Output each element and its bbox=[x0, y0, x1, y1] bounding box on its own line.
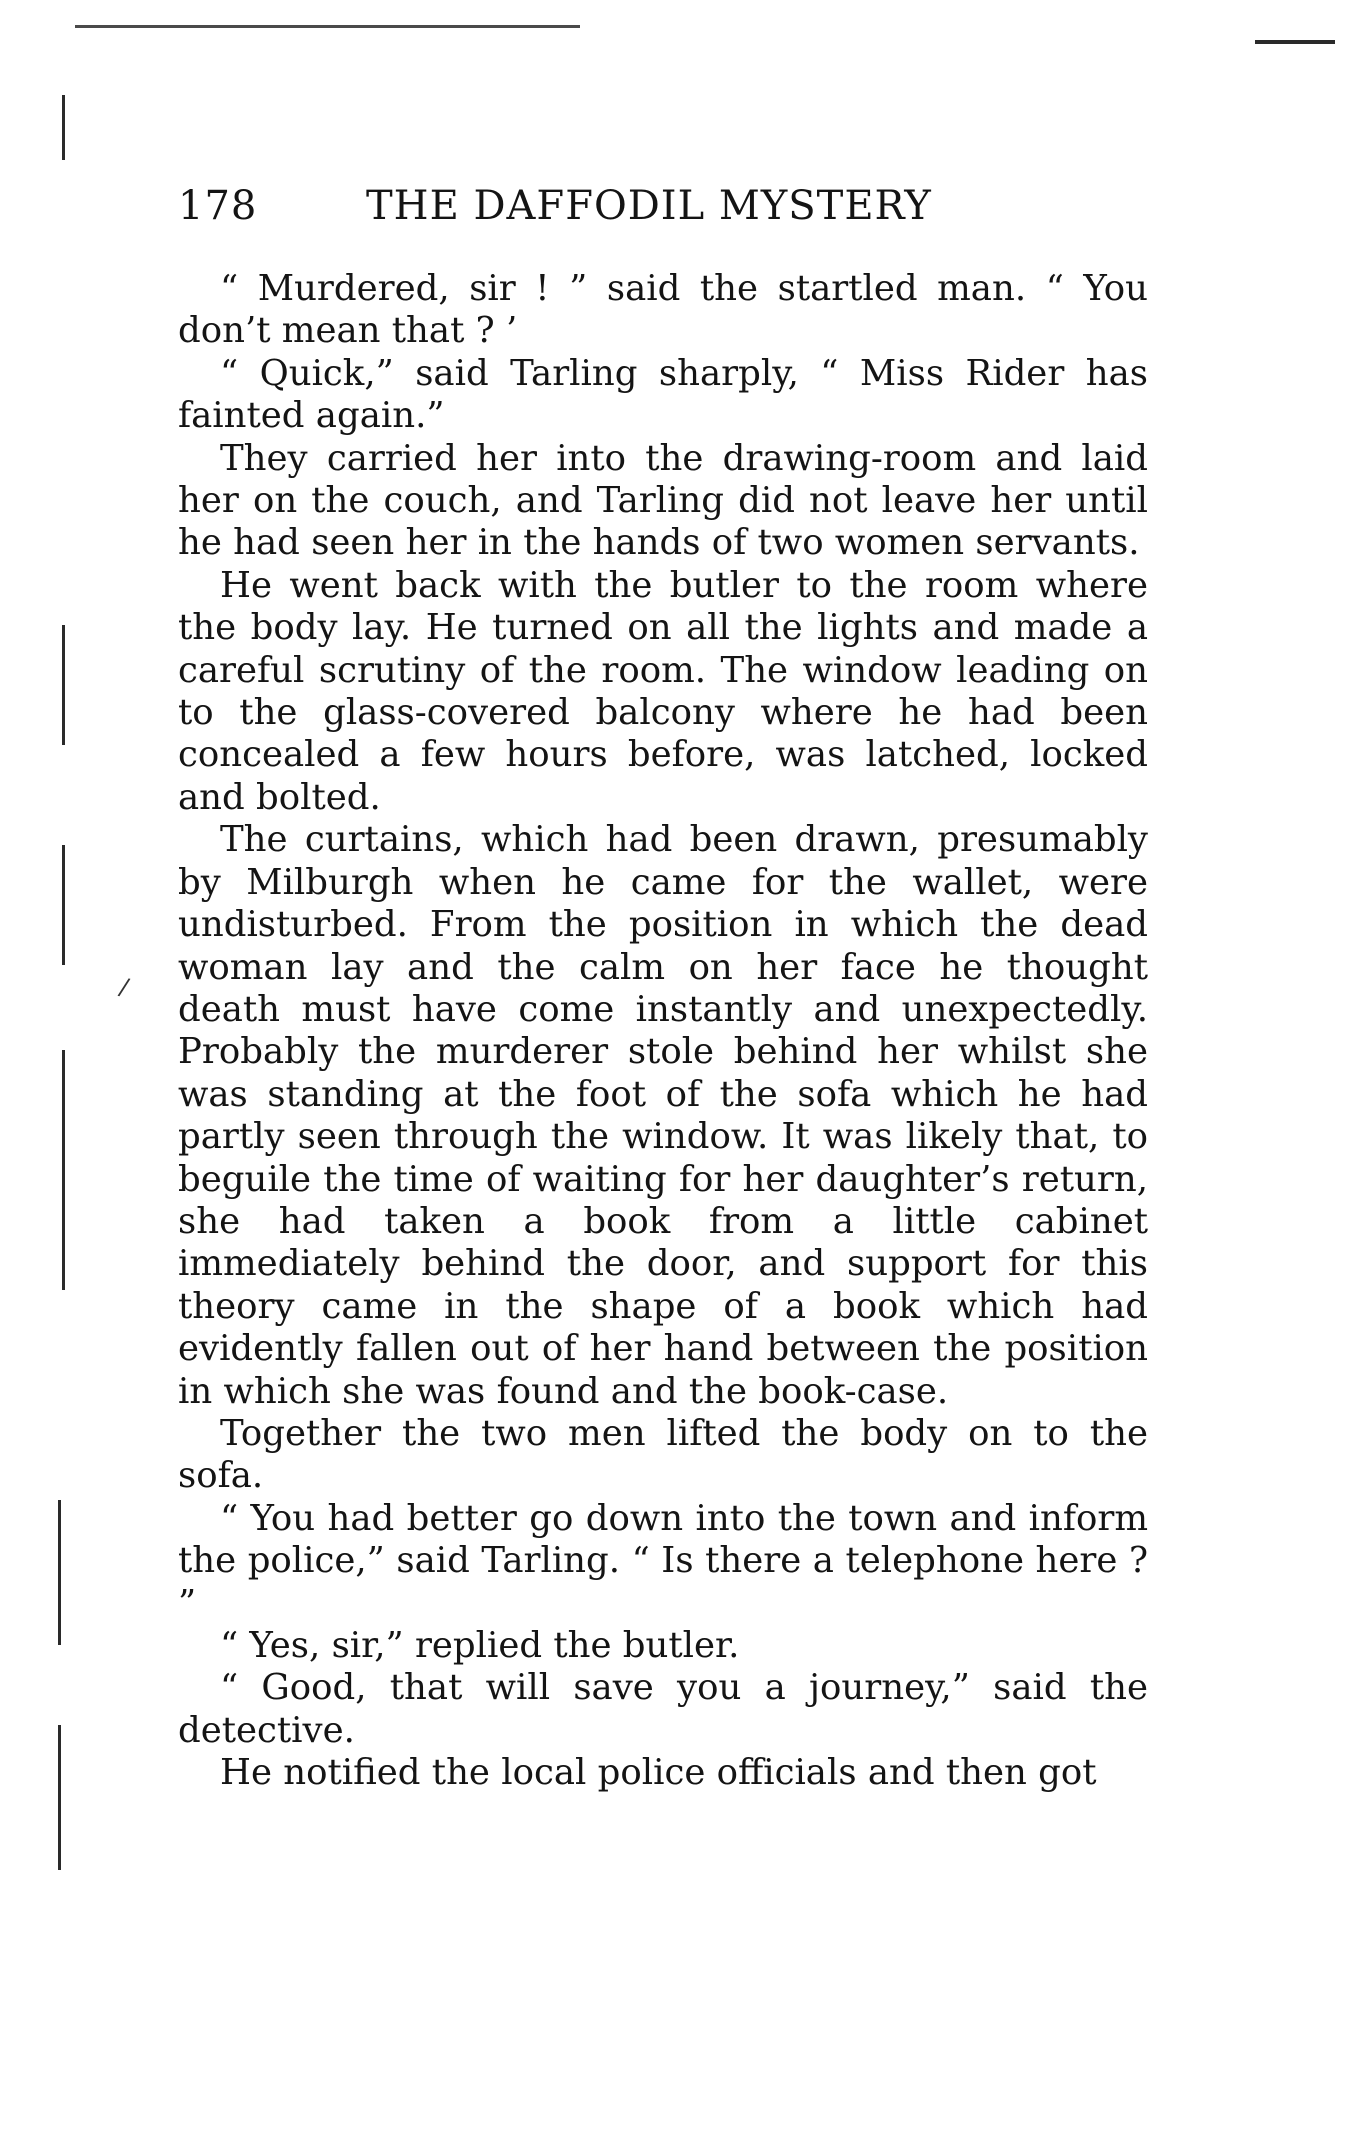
paragraph: He went back with the butler to the room where the body lay. He turned on all the lights and made a careful scrutiny of the room. The window leading on to the glass-covered balcony where he had been concealed a few hours before, was latched, locked and bolted. bbox=[178, 564, 1148, 818]
margin-mark bbox=[62, 845, 65, 965]
paragraph: “ Good, that will save you a journey,” said the detective. bbox=[178, 1667, 1148, 1751]
page-header bbox=[178, 183, 1148, 243]
margin-mark bbox=[62, 95, 65, 160]
paragraph: “ Yes, sir,” replied the butler. bbox=[220, 1625, 740, 1666]
pencil-tick-mark: / bbox=[116, 972, 132, 1002]
paragraph: The curtains, which had been drawn, presumably by Milburgh when he came for the wallet, were undisturbed. From the position in which the dead woman lay and the calm on her face he thought death must have come instantly and unexpectedly. Probably the murderer stole behind her whilst she was standing at the foot of the sofa which he had partly seen through the window. It was likely that, to beguile the time of waiting for her daughter’s return, she had taken a book from a little cabinet immediately behind the door, and support for this theory came in the shape of a book which had evidently fallen out of her hand between the position in which she was found and the book-case. bbox=[178, 819, 1148, 1412]
running-title: THE DAFFODIL MYSTERY bbox=[366, 183, 932, 229]
paragraph: “ Murdered, sir ! ” said the startled man. “ You don’t mean that ? ’ bbox=[178, 268, 1148, 352]
top-rule bbox=[75, 25, 580, 28]
paragraph: “ You had better go down into the town and inform the police,” said Tarling. “ Is there a telephone here ? ” bbox=[178, 1497, 1148, 1624]
paragraph: Together the two men lifted the body on to the sofa. bbox=[178, 1412, 1148, 1497]
margin-mark bbox=[58, 1500, 61, 1645]
margin-mark bbox=[62, 1050, 65, 1290]
page-number: 178 bbox=[178, 183, 258, 229]
margin-mark bbox=[58, 1725, 61, 1870]
paragraph: “ Quick,” said Tarling sharply, “ Miss Rider has fainted again.” bbox=[178, 352, 1148, 437]
margin-mark bbox=[62, 625, 65, 745]
paragraph: They carried her into the drawing-room and laid her on the couch, and Tarling did not leave her until he had seen her in the hands of two women servants. bbox=[178, 437, 1148, 564]
paragraph: He notified the local police officials and then got bbox=[220, 1752, 1097, 1794]
body-text bbox=[178, 268, 1148, 1795]
top-rule-right bbox=[1255, 40, 1335, 44]
